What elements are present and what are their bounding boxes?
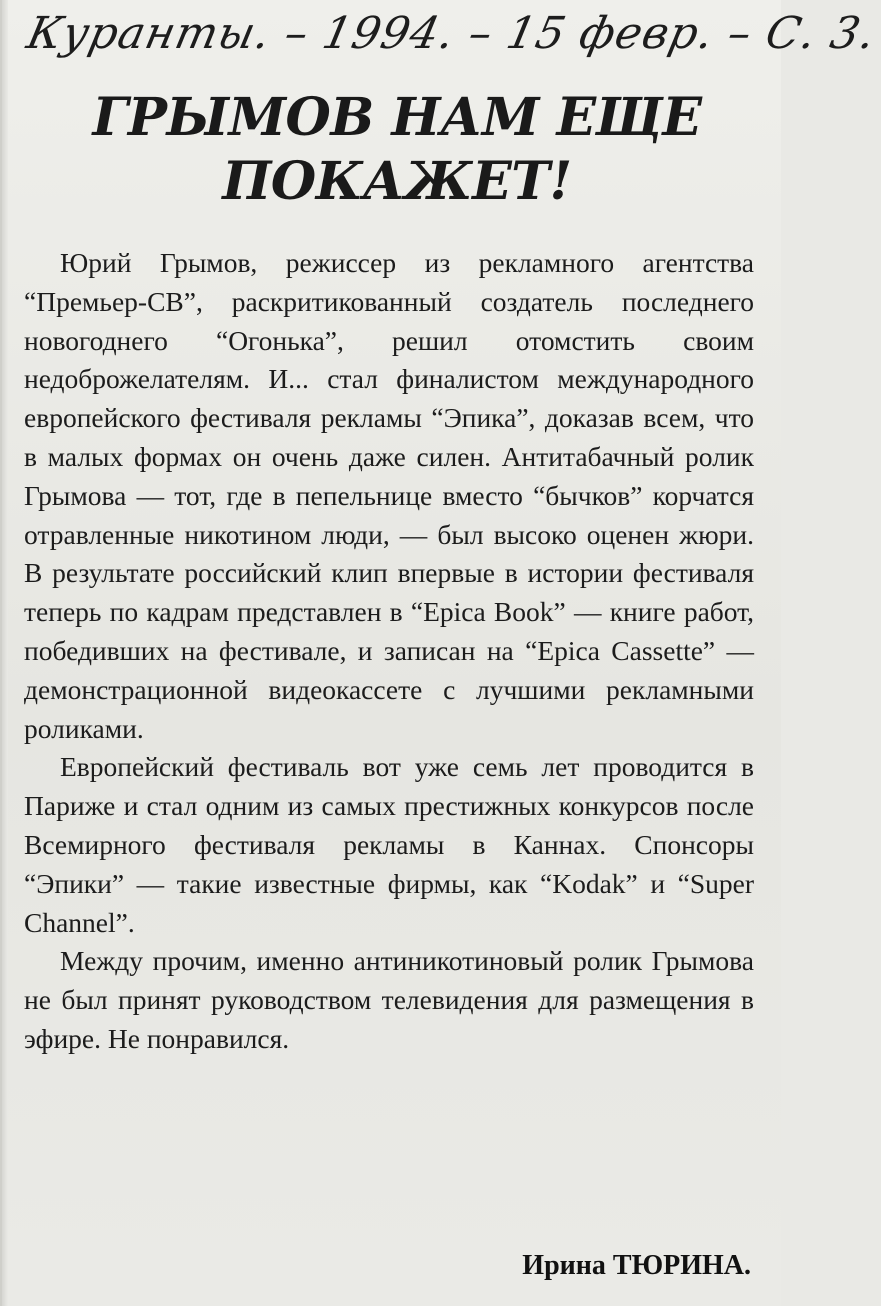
article-paragraph: Между прочим, именно антиникотиновый ролик Грымова не был принят руководством телевидения для размещения в эфире. Не понравился. [24, 945, 754, 1054]
article-paragraph: Юрий Грымов, режиссер из рекламного агентства “Премьер-СВ”, раскритикованный создатель последнего новогоднего “Огонька”, решил отомстить своим недоброжелателям. И... стал финалистом международного европейского фестиваля рекламы “Эпика”, доказав всем, что в малых формах он очень даже силен. Антитабачный ролик Грымова — тот, где в пепельнице вместо “бычков” корчатся отравленные никотином люди, — был высоко оценен жюри. В результате российский клип впервые в истории фестиваля теперь по кадрам представлен в “Epica Book” — книге работ, победивших на фестивале, и записан на “Epica Cassette” — демонстрационной видеокассете с лучшими рекламными роликами. [24, 247, 754, 744]
paper-edge [2, 0, 8, 1306]
handwritten-source-note: Куранты. – 1994. – 15 февр. – С. 3. [22, 8, 881, 59]
headline-line-1: ГРЫМОВ НАМ ЕЩЕ [92, 87, 702, 148]
article-paragraph: Европейский фестиваль вот уже семь лет проводится в Париже и стал одним из самых престижных конкурсов после Всемирного фестиваля рекламы в Каннах. Спонсоры “Эпики” — такие известные фирмы, как “Kodak” и “Super Channel”. [24, 751, 754, 938]
article-headline [72, 86, 722, 214]
author-byline: Ирина ТЮРИНА. [522, 1250, 751, 1281]
article-body [24, 244, 754, 1059]
headline-line-2: ПОКАЖЕТ! [222, 151, 572, 212]
